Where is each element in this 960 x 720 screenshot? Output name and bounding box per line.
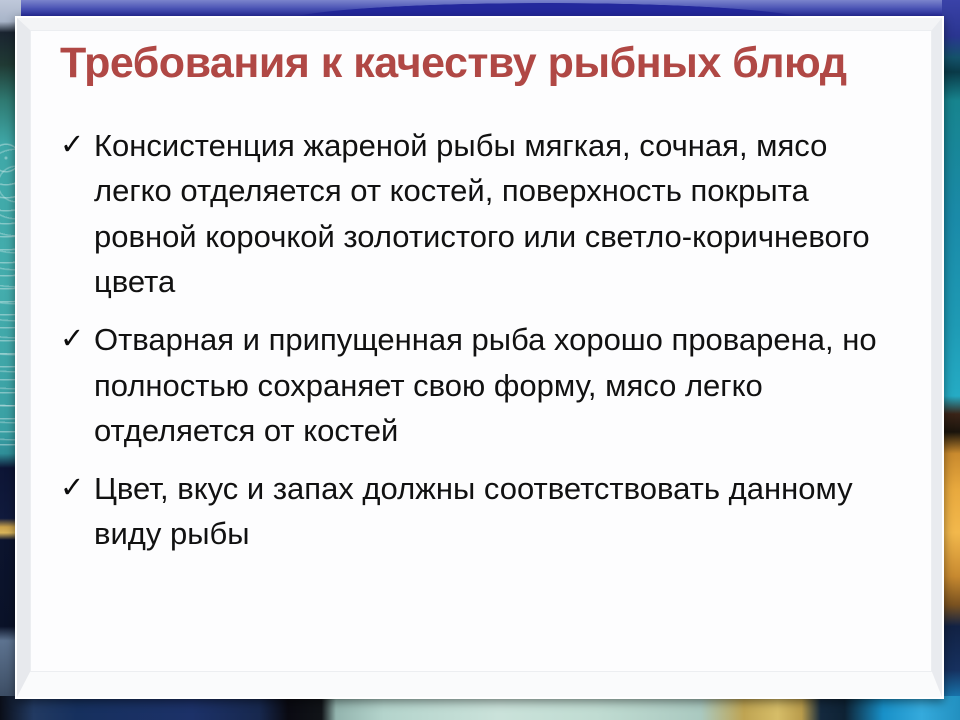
bullet-list bbox=[60, 123, 906, 557]
checkmark-icon: ✓ bbox=[60, 322, 85, 355]
backdrop-photo-right bbox=[942, 0, 960, 720]
slide-title: Требования к качеству рыбных блюд bbox=[60, 39, 847, 87]
bullet-text: Отварная и припущенная рыба хорошо проварена, но полностью сохраняет свою форму, мясо легко отделяется от костей bbox=[94, 321, 877, 449]
list-item bbox=[60, 317, 906, 454]
slide-panel bbox=[15, 16, 944, 699]
bullet-text: Цвет, вкус и запах должны соответствовать данному виду рыбы bbox=[94, 470, 853, 552]
bullet-text: Консистенция жареной рыбы мягкая, сочная, мясо легко отделяется от костей, поверхность покрыта ровной корочкой золотистого или светло-коричневого цвета bbox=[94, 127, 870, 300]
checkmark-icon: ✓ bbox=[60, 471, 85, 504]
list-item bbox=[60, 466, 906, 557]
backdrop-photo-bottom bbox=[0, 696, 960, 720]
slide-content bbox=[28, 30, 934, 674]
list-item bbox=[60, 123, 906, 305]
checkmark-icon: ✓ bbox=[60, 128, 85, 161]
